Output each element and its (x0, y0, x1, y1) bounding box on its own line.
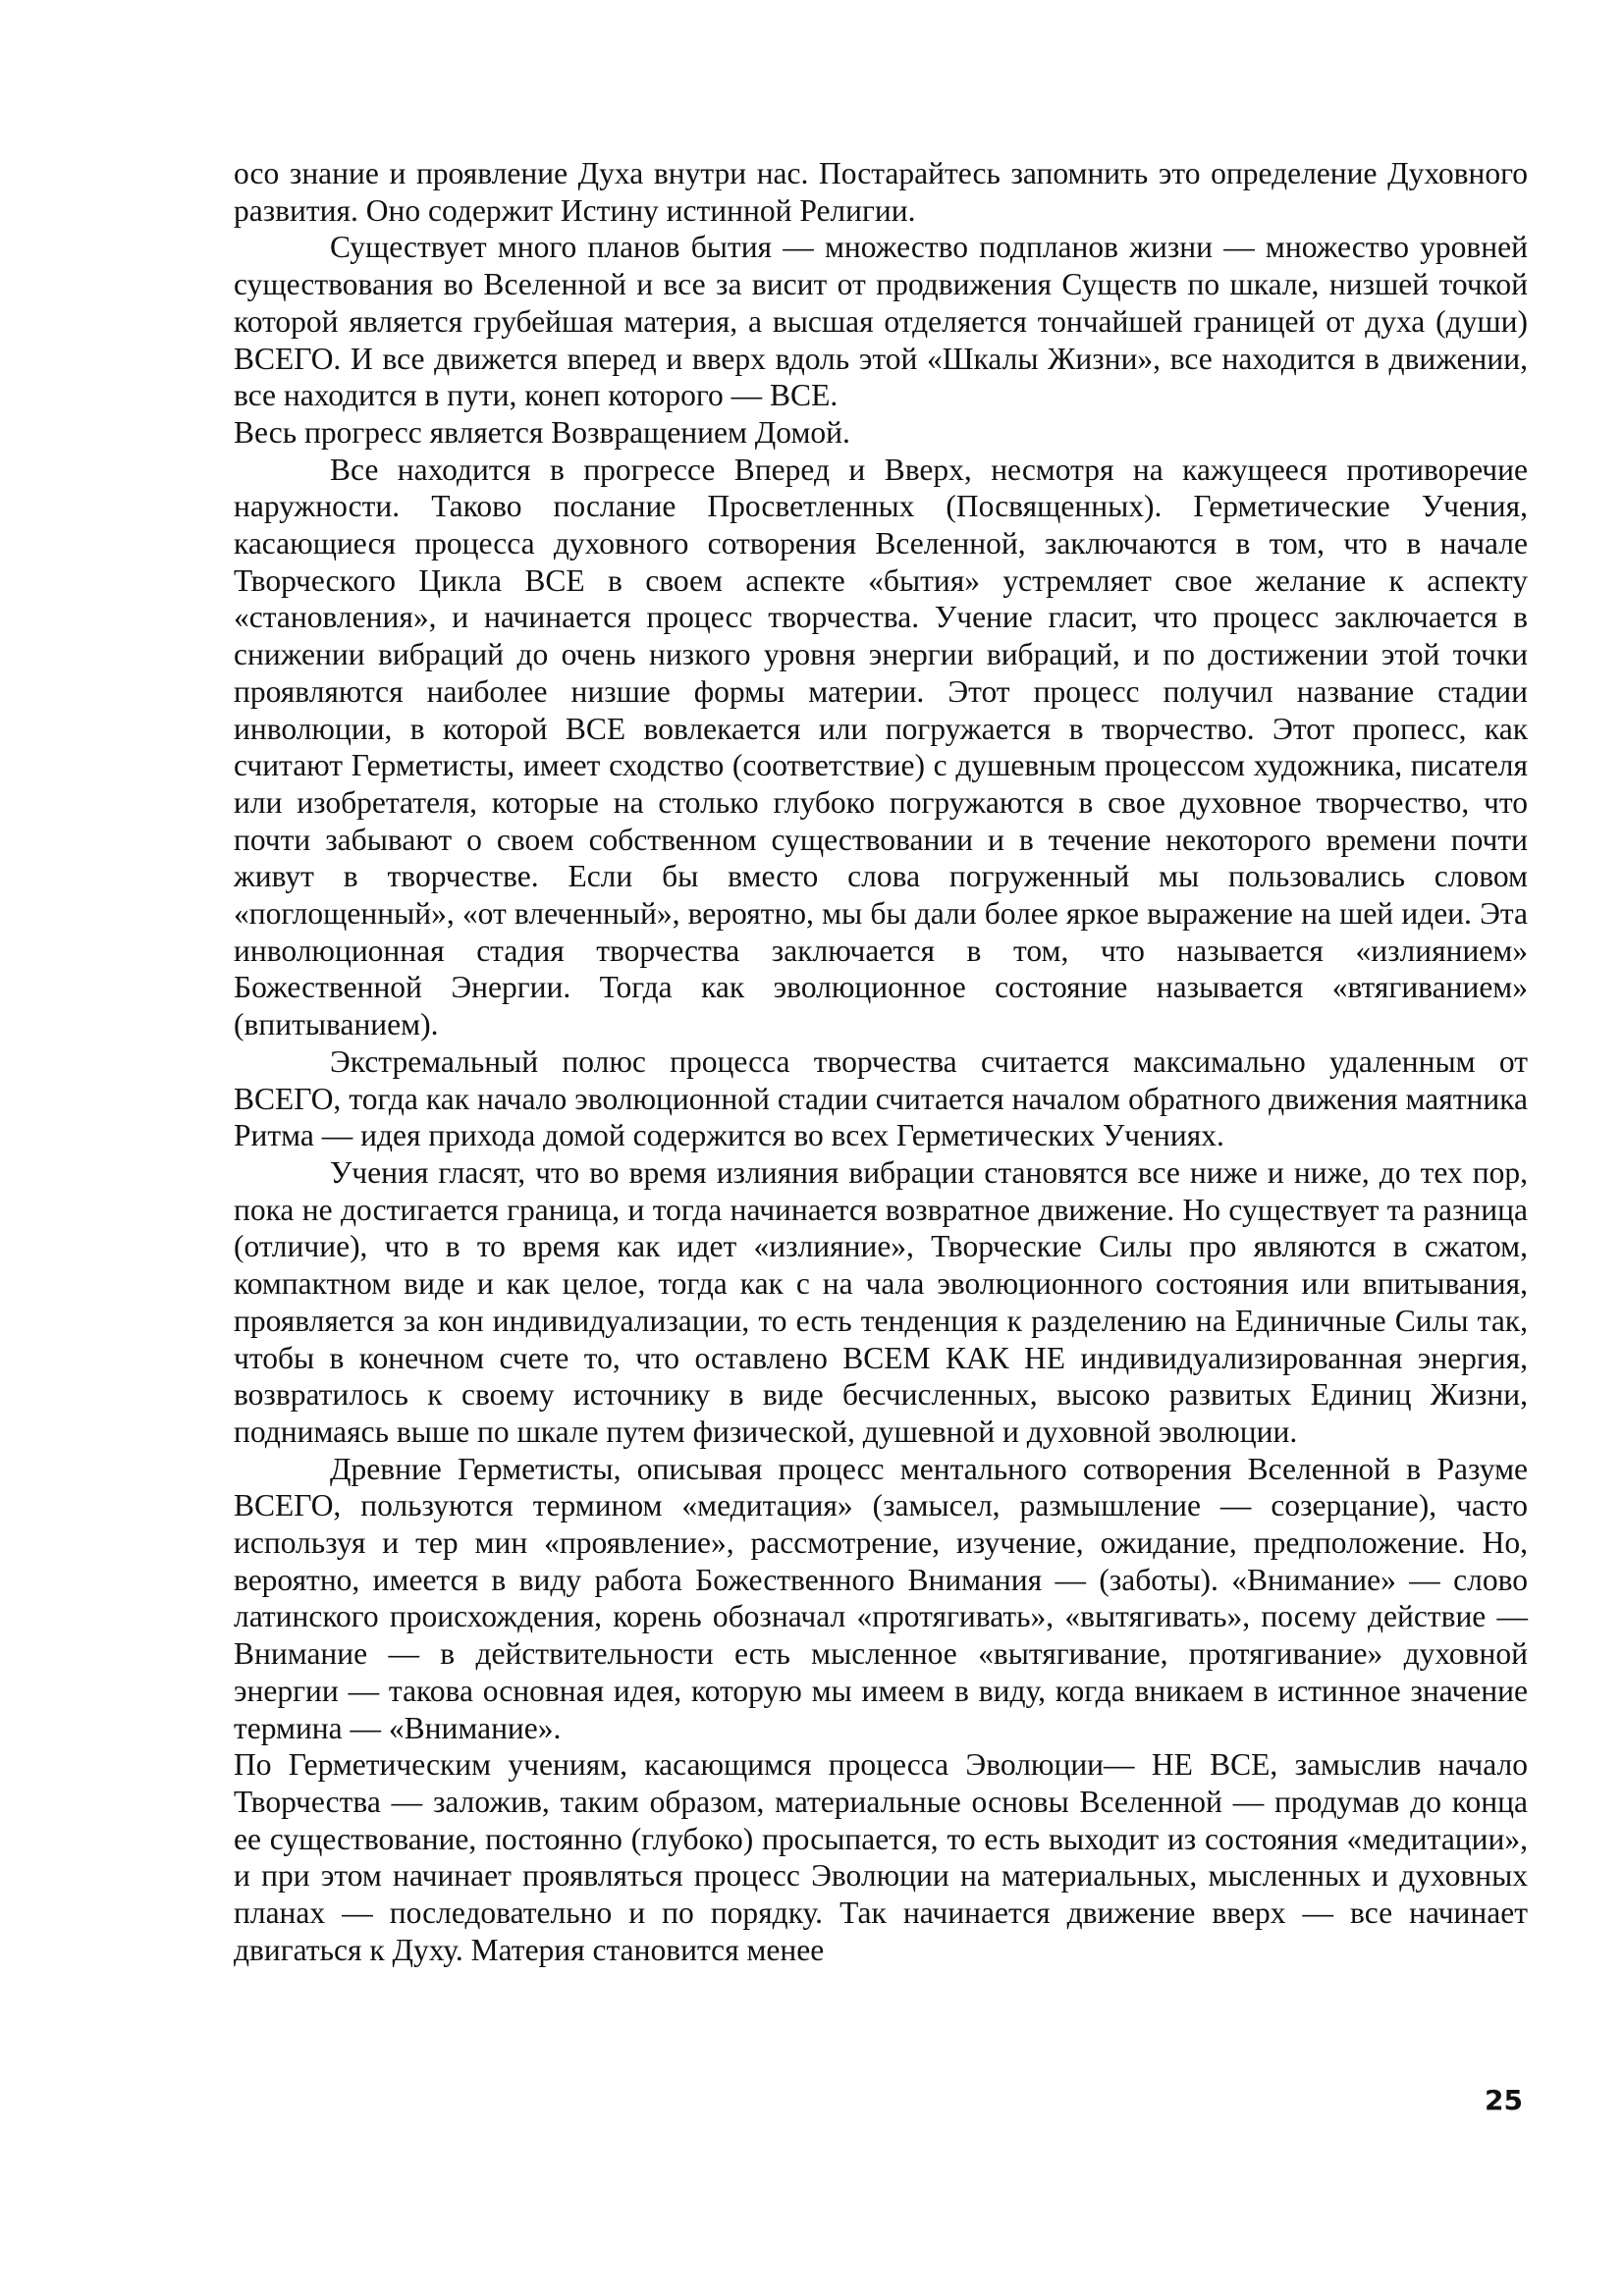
page-body (234, 155, 1528, 1968)
paragraph-6: Учения гласят, что во время излияния вибрации становятся все ниже и ниже, до тех пор, пока не достигается граница, и тогда начинается возвратное движение. Но существует та разница (отличие), что в то время как идет «излияние», Творческие Силы про являются в сжатом, компактном виде и как целое, тогда как с на чала эволюционного состояния или впитывания, проявляется за кон индивидуализации, то есть тенденция к разделению на Единичные Силы так, чтобы в конечном счете то, что оставлено ВСЕМ КАК НЕ индивидуализированная энергия, возвратилось к своему источнику в виде бесчисленных, высоко развитых Единиц Жизни, поднимаясь выше по шкале путем физической, душевной и духовной эволюции. (234, 1154, 1528, 1449)
page-number: 25 (1485, 2084, 1523, 2116)
paragraph-5: Экстремальный полюс процесса творчества считается максимально удаленным от ВСЕГО, тогда как начало эволюционной стадии считается началом обратного движения маятника Ритма — идея прихода домой содержится во всех Герметических Учениях. (234, 1043, 1528, 1153)
paragraph-7: Древние Герметисты, описывая процесс ментального сотворения Вселенной в Разуме ВСЕГО, пользуются термином «медитация» (замысел, размышление — созерцание), часто используя и тер мин «проявление», рассмотрение, изучение, ожидание, предположение. Но, вероятно, имеется в виду работа Божественного Внимания — (заботы). «Внимание» — слово латинского происхождения, корень обозначал «протягивать», «вытягивать», посему действие — Внимание — в действительности есть мысленное «вытягивание, протягивание» духовной энергии — такова основная идея, которую мы имеем в виду, когда вникаем в истинное значение термина — «Внимание». (234, 1451, 1528, 1745)
paragraph-4: Все находится в прогрессе Вперед и Вверх, несмотря на кажущееся противоречие наружности. Таково послание Просветленных (Посвященных). Герметические Учения, касающиеся процесса духовного сотворения Вселенной, заключаются в том, что в начале Творческого Цикла ВСЕ в своем аспекте «бытия» устремляет свое желание к аспекту «становления», и начинается процесс творчества. Учение гласит, что процесс заключается в снижении вибраций до очень низкого уровня энергии вибраций, и по достижении этой точки проявляются наиболее низшие формы материи. Этот процесс получил название стадии инволюции, в которой ВСЕ вовлекается или погружается в творчество. Этот пропесс, как считают Герметисты, имеет сходство (соответствие) с душевным процессом художника, писателя или изобретателя, которые на столько глубоко погружаются в свое духовное творчество, что почти забывают о своем собственном существовании и в течение некоторого времени почти живут в творчестве. Если бы вместо слова погруженный мы пользовались словом «поглощенный», «от влеченный», вероятно, мы бы дали более яркое выражение на шей идеи. Эта инволюционная стадия творчества заключается в том, что называется «излиянием» Божественной Энергии. Тогда как эволюционное состояние называется «втягиванием» (впитыванием). (234, 452, 1528, 1042)
paragraph-8: По Герметическим учениям, касающимся процесса Эволюции— НЕ ВСЕ, замыслив начало Творчества — заложив, таким образом, материальные основы Вселенной — продумав до конца ее существование, постоянно (глубоко) просыпается, то есть выходит из состояния «медитации», и при этом начинает проявляться процесс Эволюции на материальных, мысленных и духовных планах — последовательно и по порядку. Так начинается движение вверх — все начинает двигаться к Духу. Материя становится менее (234, 1747, 1528, 1967)
paragraph-2: Существует много планов бытия — множество подпланов жизни — множество уровней существования во Вселенной и все за висит от продвижения Существ по шкале, низшей точкой которой является грубейшая материя, а высшая отделяется тончайшей границей от духа (души) ВСЕГО. И все движется вперед и вверх вдоль этой «Шкалы Жизни», все находится в движении, все находится в пути, конеп которого — ВСЕ. (234, 230, 1528, 413)
paragraph-3: Весь прогресс является Возвращением Домой. (234, 414, 850, 450)
paragraph-1: осо знание и проявление Духа внутри нас. Постарайтесь запомнить это определение Духовного развития. Оно содержит Истину истинной Религии. (234, 156, 1528, 228)
